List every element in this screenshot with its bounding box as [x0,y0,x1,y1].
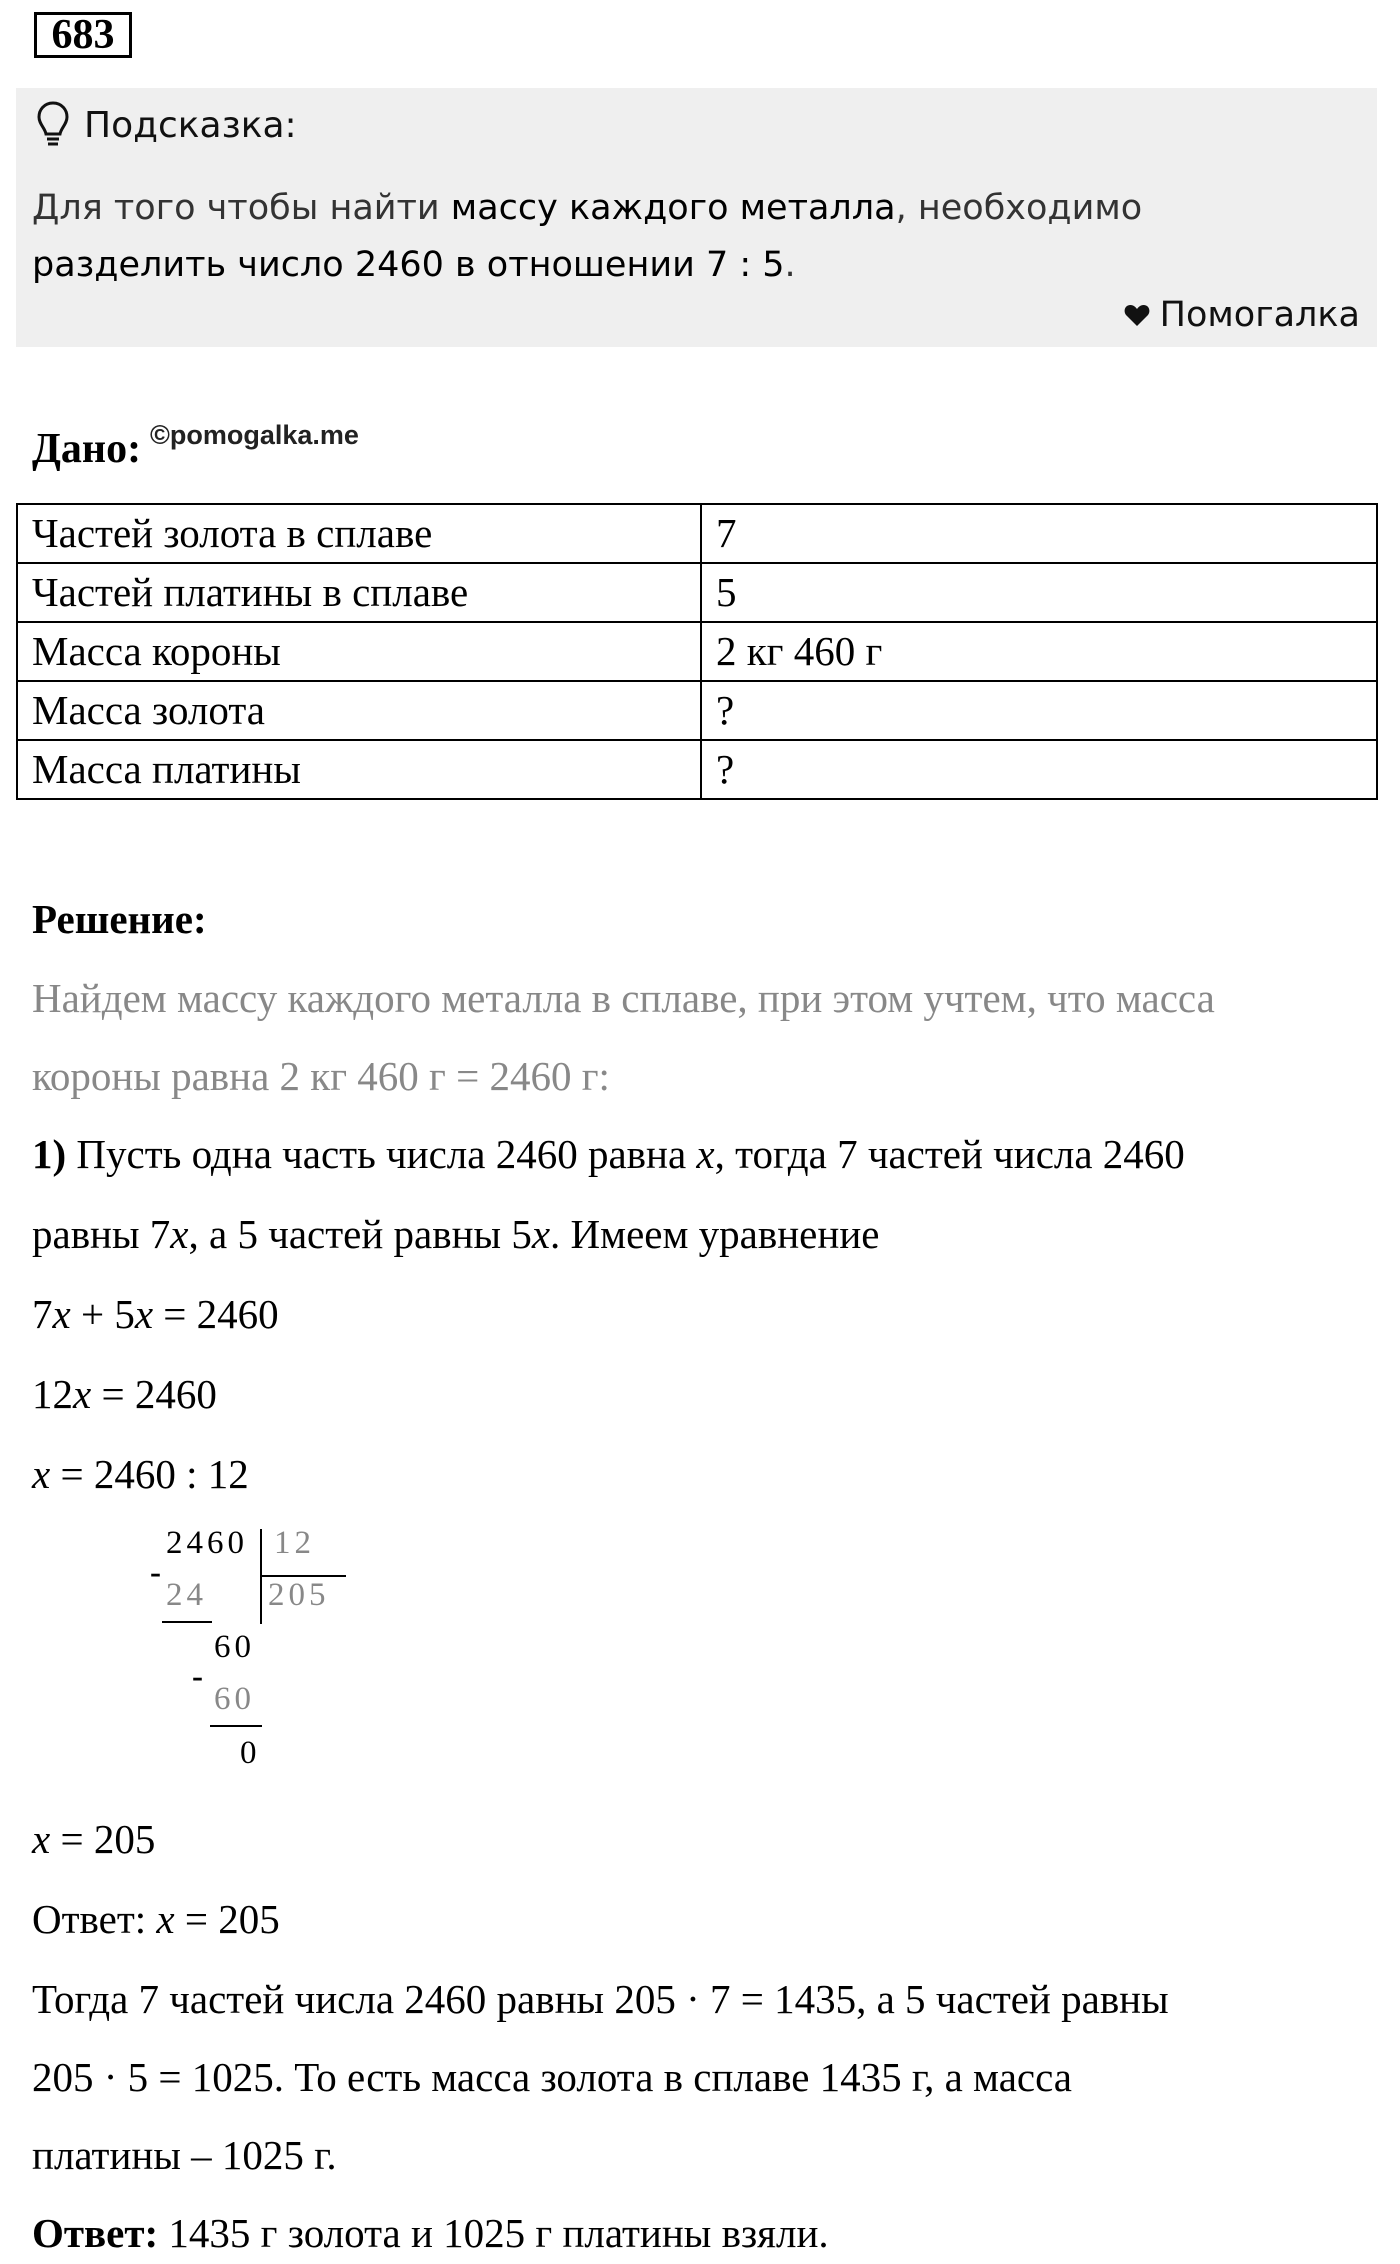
dividend: 2460 [166,1525,248,1561]
row-value: 7 [701,504,1377,563]
quotient: 205 [268,1577,330,1613]
divisor: 12 [274,1525,315,1561]
row-value: 2 кг 460 г [701,622,1377,681]
intermediate-answer [32,1895,280,1943]
hint-emphasis: разделить число 2460 в отношении 7 : 5 [32,245,785,285]
text: = 2460 [91,1371,217,1417]
row-name: Частей золота в сплаве [17,504,701,563]
row-name: Масса золота [17,681,701,740]
subtrahend: 24 [166,1577,207,1613]
text: = 205 [50,1816,156,1862]
table-row [17,740,1377,799]
var-x: x [32,1451,51,1497]
hint-emphasis: массу каждого металла [450,188,896,228]
equation [32,1450,249,1498]
var-x: x [170,1211,189,1257]
text: , тогда 7 частей числа 2460 [714,1131,1185,1177]
solution-label: Решение: [32,896,207,942]
given-label: Дано: [32,426,142,472]
row-name: Масса короны [17,622,701,681]
var-x: x [531,1211,551,1257]
intro-line: Найдем массу каждого металла в сплаве, при этом учтем, что масса [32,975,1215,1021]
division-underline [210,1725,262,1727]
var-x: x [73,1371,92,1417]
equation [32,1290,279,1338]
final-answer-label: Ответ: [32,2210,159,2256]
row-value: ? [701,740,1377,799]
table-row [17,504,1377,563]
conclusion-line: платины – 1025 г. [32,2132,337,2178]
division-underline [162,1621,212,1623]
text: Пусть одна часть числа 2460 равна [66,1131,697,1177]
step-number: 1) [32,1131,67,1177]
row-name: Частей платины в сплаве [17,563,701,622]
row-name: Масса платины [17,740,701,799]
var-x: x [696,1131,715,1177]
conclusion-line: Тогда 7 частей числа 2460 равны 205 · 7 = 1435, а 5 частей равны [32,1976,1169,2022]
hint-title-text: Подсказка: [84,104,297,146]
final-answer-text: 1435 г золота и 1025 г платины взяли. [158,2210,829,2256]
text: , а 5 частей равны 5 [188,1211,532,1257]
hint-text-part: . [784,245,796,285]
hint-text-part: Для того чтобы найти [32,188,451,228]
hint-title [36,100,297,150]
hint-text [32,180,1362,294]
brand-link[interactable] [1124,295,1360,335]
final-answer [32,2209,829,2257]
var-x: x [134,1291,154,1337]
text: равны 7 [32,1211,171,1257]
problem-number: 683 [34,12,132,58]
var-x: x [156,1896,175,1942]
long-division [150,1525,360,1795]
text: 12 [32,1371,73,1417]
equation [32,1370,217,1418]
minus-sign: - [150,1555,165,1591]
text: = 205 [174,1896,280,1942]
var-x: x [52,1291,71,1337]
table-row [17,622,1377,681]
intro-line: короны равна 2 кг 460 г = 2460 г: [32,1053,610,1099]
row-value: 5 [701,563,1377,622]
text: Ответ: [32,1896,157,1942]
given-table [16,503,1378,800]
var-x: x [32,1816,51,1862]
step1-line [32,1130,1185,1178]
division-horizontal-line [260,1575,346,1577]
hint-text-part: , необходимо [895,188,1143,228]
text: . Имеем уравнение [550,1211,880,1257]
lightbulb-icon [36,100,70,150]
remainder: 60 [214,1629,255,1665]
table-row [17,563,1377,622]
table-row [17,681,1377,740]
heart-icon [1124,303,1150,327]
conclusion-line: 205 · 5 = 1025. То есть масса золота в сплаве 1435 г, а масса [32,2054,1072,2100]
brand-name: Помогалка [1159,295,1360,335]
text: = 2460 [153,1291,279,1337]
row-value: ? [701,681,1377,740]
text: 7 [32,1291,53,1337]
equation [32,1815,155,1863]
remainder: 0 [240,1735,261,1771]
subtrahend: 60 [214,1681,255,1717]
step1-line [32,1210,879,1258]
text: + 5 [70,1291,135,1337]
watermark: ©pomogalka.me [150,420,359,450]
text: = 2460 : 12 [50,1451,249,1497]
minus-sign: - [192,1659,207,1695]
